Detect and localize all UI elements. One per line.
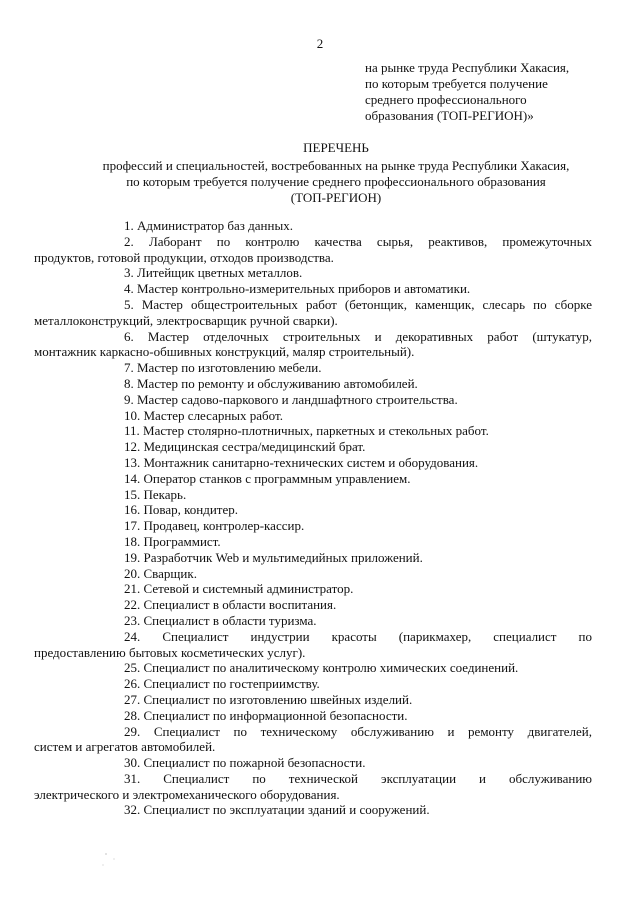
list-item xyxy=(90,455,592,471)
document-title xyxy=(80,140,592,206)
list-item-text: 21. Сетевой и системный администратор. xyxy=(124,581,354,597)
list-item-text: 10. Мастер слесарных работ. xyxy=(124,407,283,423)
list-item-text: 23. Специалист в области туризма. xyxy=(124,612,317,628)
list-item-text: 2. Лаборант по контролю качества сырья, реактивов, промежуточных xyxy=(124,233,592,249)
list-item xyxy=(90,581,592,597)
list-item-text: 27. Специалист по изготовлению швейных изделий. xyxy=(124,691,413,707)
list-item xyxy=(90,660,592,676)
title-line: (ТОП-РЕГИОН) xyxy=(290,190,382,205)
list-item-text: 5. Мастер общестроительных работ (бетонщик, каменщик, слесарь по сборке xyxy=(124,296,592,312)
list-item-text: 14. Оператор станков с программным управлением. xyxy=(124,470,411,486)
list-item-text: 17. Продавец, контролер-кассир. xyxy=(124,518,305,534)
list-item-text: 18. Программист. xyxy=(124,533,221,549)
list-item xyxy=(90,423,592,439)
list-item xyxy=(34,296,592,329)
list-item-continuation: предоставлению бытовых косметических услуг). xyxy=(34,644,306,660)
list-item xyxy=(90,534,592,550)
list-item-text: 16. Повар, кондитер. xyxy=(124,502,239,518)
list-item-text: 12. Медицинская сестра/медицинский брат. xyxy=(124,439,366,455)
list-item-continuation: монтажник каркасно-обшивных конструкций, маляр строительный). xyxy=(34,344,415,360)
list-item xyxy=(90,692,592,708)
list-item xyxy=(90,487,592,503)
list-item xyxy=(90,265,592,281)
list-item-text: 19. Разработчик Web и мультимедийных приложений. xyxy=(124,549,423,565)
list-item-text: 1. Администратор баз данных. xyxy=(124,218,293,233)
list-item xyxy=(34,328,592,361)
list-item xyxy=(90,550,592,566)
approval-line: образования (ТОП-РЕГИОН)» xyxy=(365,108,534,123)
list-item-text: 8. Мастер по ремонту и обслуживанию автомобилей. xyxy=(124,375,418,391)
list-item xyxy=(90,376,592,392)
list-item xyxy=(90,676,592,692)
approval-line: на рынке труда Республики Хакасия, xyxy=(365,60,570,75)
list-item-text: 29. Специалист по техническому обслуживанию и ремонту двигателей, xyxy=(124,723,592,739)
list-item-text: 7. Мастер по изготовлению мебели. xyxy=(124,360,322,376)
list-item-text: 4. Мастер контрольно-измерительных приборов и автоматики. xyxy=(124,281,471,297)
list-item xyxy=(34,770,592,803)
list-item xyxy=(90,392,592,408)
list-item xyxy=(90,281,592,297)
list-item xyxy=(90,518,592,534)
title-line: по которым требуется получение среднего профессионального образования xyxy=(126,174,546,189)
approval-line: среднего профессионального xyxy=(365,92,527,107)
list-item-text: 28. Специалист по информационной безопасности. xyxy=(124,707,408,723)
approval-reference xyxy=(365,60,625,124)
list-item-text: 22. Специалист в области воспитания. xyxy=(124,597,337,613)
list-item-text: 30. Специалист по пожарной безопасности. xyxy=(124,755,366,771)
list-item xyxy=(90,408,592,424)
list-item-text: 25. Специалист по аналитическому контролю химических соединений. xyxy=(124,660,519,676)
list-item xyxy=(90,471,592,487)
list-item xyxy=(90,755,592,771)
list-item-text: 20. Сварщик. xyxy=(124,565,197,581)
professions-list xyxy=(34,218,592,818)
list-item-text: 15. Пекарь. xyxy=(124,486,187,502)
title-line: профессий и специальностей, востребованных на рынке труда Республики Хакасия, xyxy=(102,158,570,173)
list-item xyxy=(90,613,592,629)
list-item-text: 32. Специалист по эксплуатации зданий и сооружений. xyxy=(124,802,430,818)
list-item-text: 31. Специалист по технической эксплуатации и обслуживанию xyxy=(124,770,592,786)
approval-line: по которым требуется получение xyxy=(365,76,548,91)
list-item xyxy=(34,723,592,756)
list-item xyxy=(90,708,592,724)
list-item xyxy=(90,218,592,234)
list-item xyxy=(90,566,592,582)
list-item-text: 6. Мастер отделочных строительных и декоративных работ (штукатур, xyxy=(124,328,592,344)
list-item xyxy=(90,360,592,376)
list-item-text: 9. Мастер садово-паркового и ландшафтного строительства. xyxy=(124,391,458,407)
title-heading: ПЕРЕЧЕНЬ xyxy=(303,140,369,155)
list-item xyxy=(90,439,592,455)
list-item xyxy=(34,233,592,266)
list-item-text: 3. Литейщик цветных металлов. xyxy=(124,265,303,281)
page-number: 2 xyxy=(316,36,324,51)
list-item xyxy=(90,502,592,518)
list-item-text: 13. Монтажник санитарно-технических систем и оборудования. xyxy=(124,454,479,470)
list-item xyxy=(90,802,592,818)
list-item-continuation: металлоконструкций, электросварщик ручной сварки). xyxy=(34,312,338,328)
list-item-continuation: систем и агрегатов автомобилей. xyxy=(34,739,216,755)
list-item xyxy=(34,628,592,661)
list-item xyxy=(90,597,592,613)
list-item-continuation: продуктов, готовой продукции, отходов производства. xyxy=(34,249,334,265)
list-item-continuation: электрического и электромеханического оборудования. xyxy=(34,786,340,802)
list-item-text: 24. Специалист индустрии красоты (парикмахер, специалист по xyxy=(124,628,592,644)
list-item-text: 26. Специалист по гостеприимству. xyxy=(124,676,320,692)
scan-artifact xyxy=(100,850,140,870)
list-item-text: 11. Мастер столярно-плотничных, паркетных и стекольных работ. xyxy=(124,423,489,439)
